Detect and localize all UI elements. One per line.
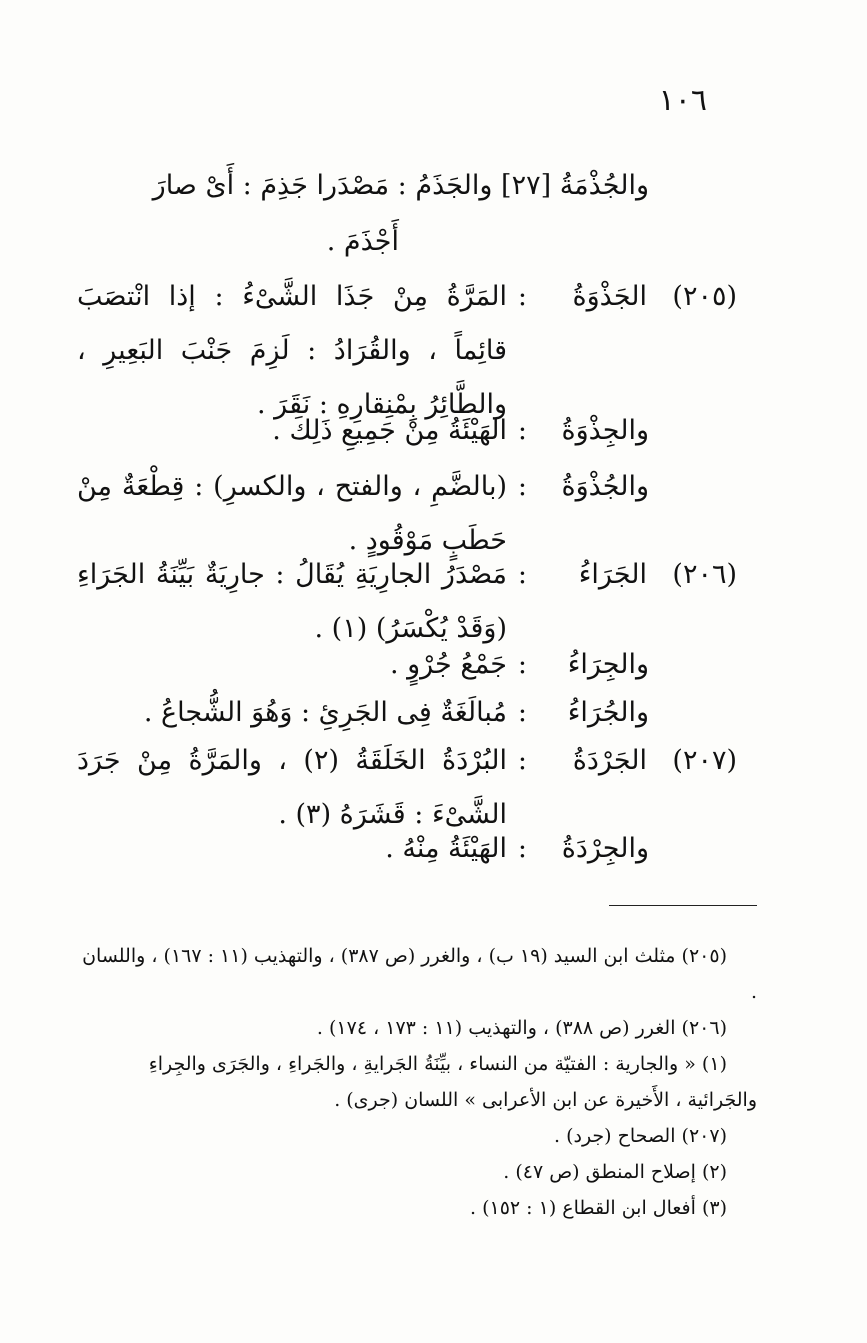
entry-colon: : (517, 281, 527, 312)
footnote-divider (609, 905, 757, 906)
entry-colon: : (517, 833, 527, 864)
intro-paragraph (89, 158, 649, 270)
entry-number: (٢٠٦) (672, 559, 737, 590)
entry-number: (٢٠٥) (672, 281, 737, 312)
entry-definition: (بالضَّمِ ، والفتح ، والكسرِ) : قِطْعَةٌ مِنْ حَطَبٍ مَوْقُودٍ . (77, 471, 507, 556)
entry-colon: : (517, 649, 527, 680)
entry-word: والجُرَاءُ (567, 697, 649, 728)
entry-colon: : (517, 559, 527, 590)
footnote: (٢٠٧) الصحاح (جرد) . (554, 1125, 727, 1147)
entry-definition: المَرَّةُ مِنْ جَذَا الشَّىْءُ : إذا انْتصَبَ قائِماً ، والقُرَادُ : لَزِمَ جَنْبَ البَعِيرِ ، والطَّائِرُ بِمْنِقارِهِ : نَقَرَ . (77, 281, 507, 420)
entry-word: الجَرْدَةُ (572, 745, 647, 776)
entry-colon: : (517, 697, 527, 728)
entry-number: (٢٠٧) (672, 745, 737, 776)
entry-definition: مَصْدَرُ الجارِيَةِ يُقَالُ : جارِيَةٌ بَيِّنَةُ الجَرَاءِ (وَقَدْ يُكْسَرُ) (١) . (77, 559, 507, 644)
page-number: ١٠٦ (658, 83, 707, 118)
intro-continuation: أَجْذَمَ . (326, 226, 399, 257)
entry-word: والجِرَاءُ (567, 649, 649, 680)
entry-word: والجِرْدَةُ (561, 833, 649, 864)
footnote: (٢) إصلاح المنطق (ص ٤٧) . (503, 1161, 727, 1183)
footnote: (٢٠٥) مثلث ابن السيد (١٩ ب) ، والغرر (ص ٣٨٧) ، والتهذيب (١١ : ١٦٧) ، واللسان . (82, 945, 757, 1003)
entry-colon: : (517, 415, 527, 446)
footnote: (٢٠٦) الغرر (ص ٣٨٨) ، والتهذيب (١١ : ١٧٣ ، ١٧٤) . (316, 1017, 727, 1039)
footnotes (82, 938, 757, 1226)
entry-definition: الهَيْئَةُ مِنْهُ . (385, 833, 507, 864)
intro-text: والجُذْمَةُ [٢٧] والجَذَمُ : مَصْدَرا جَذِمَ : أَىْ صارَ (152, 170, 649, 201)
footnote: (١) « والجارية : الفتيّة من النساء ، بيِّنَةُ الجَرايةِ ، والجَراءِ ، والجَرَى والجِراءِ والجَرائية ، الأَخيرة عن ابن الأعرابى » اللسان (جرى) . (148, 1053, 757, 1111)
entry-definition: الهَيْئَةُ مِنْ جَمِيعِ ذَلِكَ . (272, 415, 507, 446)
entry-definition: مُبالَغَةٌ فِى الجَرِئِ : وَهُوَ الشُّجاعُ . (143, 697, 507, 728)
entry-word: الجَذْوَةُ (572, 281, 647, 312)
footnote: (٣) أفعال ابن القطاع (١ : ١٥٢) . (470, 1197, 727, 1219)
entry-definition: البُرْدَةُ الخَلَقَةُ (٢) ، والمَرَّةُ مِنْ جَرَدَ الشَّىْءَ : قَشَرَهُ (٣) . (77, 745, 508, 830)
entry-word: الجَرَاءُ (578, 559, 647, 590)
entry-colon: : (517, 745, 527, 776)
entry-definition: جَمْعُ جُرْوٍ . (389, 649, 507, 680)
entry-word: والجُذْوَةُ (561, 471, 649, 502)
entry-word: والجِذْوَةُ (561, 415, 649, 446)
entry-colon: : (517, 471, 527, 502)
